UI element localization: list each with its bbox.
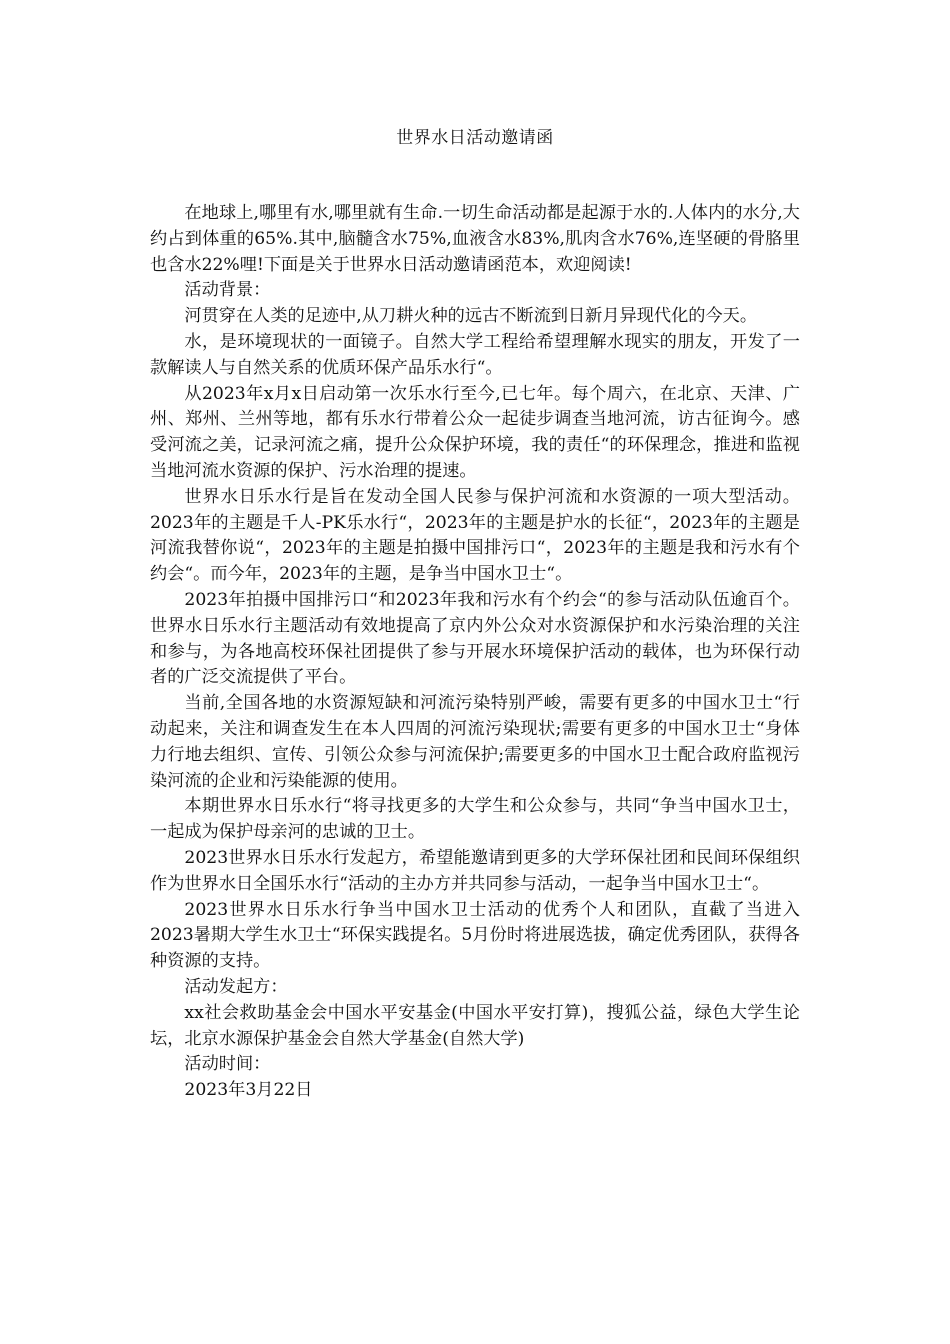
heading-organizers: 活动发起方：	[184, 976, 288, 997]
paragraph: 河贯穿在人类的足迹中,从刀耕火种的远古不断流到日新月异现代化的今天。	[184, 306, 758, 327]
paragraph: 水，是环境现状的一面镜子。自然大学工程给希望理解水现实的朋友，开发了一款解读人与自然关系的优质环保产品乐水行“。	[150, 331, 800, 378]
paragraph-organizers: xx社会救助基金会中国水平安基金(中国水平安打算)，搜狐公益，绿色大学生论坛，北京水源保护基金会自然大学基金(自然大学)	[150, 1002, 800, 1049]
paragraph: 2023年拍摄中国排污口“和2023年我和污水有个约会“的参与活动队伍逾百个。 世界水日乐水行主题活动有效地提高了京内外公众对水资源保护和水污染治理的关注和参与，为各地高校环保社团提供了参与开展水环境保护活动的载体，也为环保行动者的广泛交流提供了平台。	[150, 589, 800, 688]
paragraph-date: 2023年3月22日	[184, 1080, 313, 1101]
paragraph: 2023世界水日乐水行争当中国水卫士活动的优秀个人和团队，直截了当进入2023暑期大学生水卫士“环保实践提名。5月份时将进展选拔，确定优秀团队，获得各种资源的支持。	[150, 899, 800, 972]
heading-time: 活动时间：	[184, 1054, 271, 1075]
paragraph: 从2023年x月x日启动第一次乐水行至今,已七年。每个周六，在北京、天津、广州、郑州、兰州等地，都有乐水行带着公众一起徒步调查当地河流，访古征询今。感受河流之美，记录河流之痛，提升公众保护环境，我的责任“的环保理念，推进和监视当地河流水资源的保护、污水治理的提速。	[150, 383, 800, 481]
paragraph-intro: 在地球上,哪里有水,哪里就有生命.一切生命活动都是起源于水的.人体内的水分,大约占到体重的65%.其中,脑髓含水75%,血液含水83%,肌肉含水76%,连坚硬的骨胳里也含水22%哩!下面是关于世界水日活动邀请函范本，欢迎阅读!	[150, 203, 800, 275]
paragraph: 本期世界水日乐水行“将寻找更多的大学生和公众参与，共同“争当中国水卫士，一起成为保护母亲河的忠诚的卫士。	[150, 796, 800, 843]
paragraph: 2023世界水日乐水行发起方，希望能邀请到更多的大学环保社团和民间环保组织作为世界水日全国乐水行“活动的主办方并共同参与活动，一起争当中国水卫士“。	[150, 847, 800, 894]
paragraph: 世界水日乐水行是旨在发动全国人民参与保护河流和水资源的一项大型活动。2023年的主题是千人-PK乐水行“，2023年的主题是护水的长征“，2023年的主题是河流我替你说“，2023年的主题是拍摄中国排污口“，2023年的主题是我和污水有个约会“。而今年，2023年的主题，是争当中国水卫士“。	[150, 486, 800, 585]
document-title: 世界水日活动邀请函	[396, 128, 554, 148]
heading-background: 活动背景：	[184, 280, 271, 301]
document-body	[150, 201, 800, 1104]
paragraph: 当前,全国各地的水资源短缺和河流污染特别严峻，需要有更多的中国水卫士“行动起来，关注和调查发生在本人四周的河流污染现状;需要有更多的中国水卫士“身体力行地去组织、宣传、引领公众参与河流保护;需要更多的中国水卫士配合政府监视污染河流的企业和污染能源的使用。	[150, 693, 800, 791]
